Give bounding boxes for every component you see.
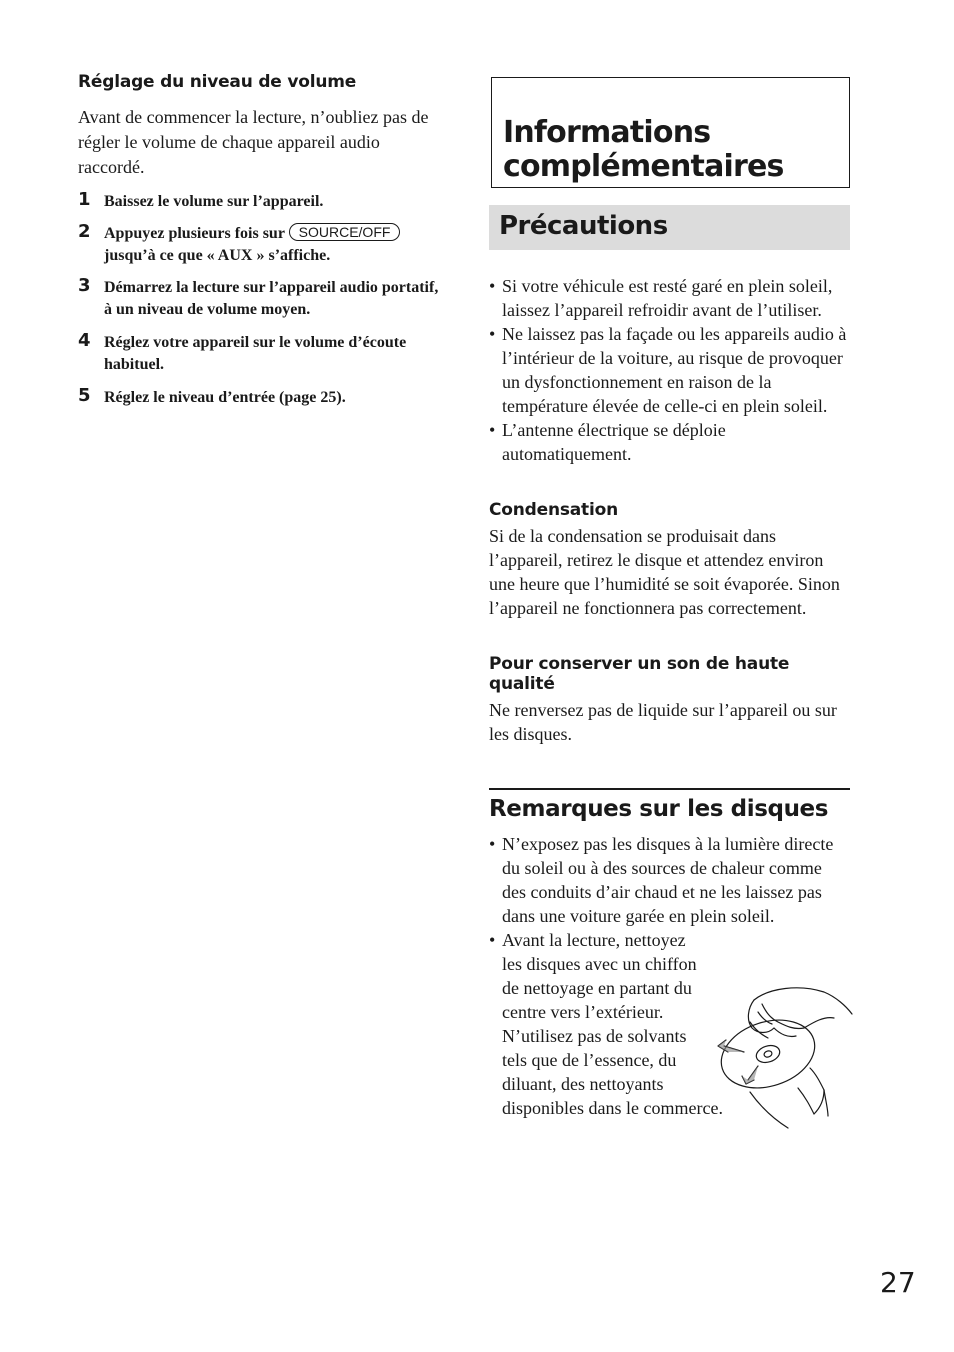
step-1	[78, 191, 440, 213]
step-text: Réglez le niveau d’entrée (page 25).	[104, 389, 346, 406]
step-number: 2	[78, 221, 91, 242]
step-text: Appuyez plusieurs fois sur	[104, 225, 289, 242]
volume-intro: Avant de commencer la lecture, n’oubliez pas de régler le volume de chaque appareil audio raccordé.	[78, 107, 429, 177]
list-item: • Ne laissez pas la façade ou les appareils audio à l’intérieur de la voiture, au risque de provoquer un dysfonctionnement en raison de la température élevée de celle-ci en plein soleil.	[489, 322, 850, 418]
section-title: Précautions	[499, 211, 668, 241]
step-5	[78, 387, 440, 409]
cleaning-line: diluant, des nettoyants	[502, 1074, 664, 1094]
cleaning-line: centre vers l’extérieur.	[502, 1002, 664, 1022]
list-item: • N’exposez pas les disques à la lumière directe du soleil ou à des sources de chaleur comme des conduits d’air chaud et ne les laissez pas dans une voiture garée en plein soleil.	[489, 832, 850, 928]
step-text: Réglez votre appareil sur le volume d’écoute habituel.	[104, 334, 407, 373]
cleaning-line: N’utilisez pas de solvants	[502, 1026, 687, 1046]
cleaning-line: de nettoyage en partant du	[502, 978, 692, 998]
step-text-after: jusqu’à ce que « AUX » s’affiche.	[104, 247, 331, 264]
cleaning-line: tels que de l’essence, du	[502, 1050, 677, 1070]
chapter-title: Informations complémentaires	[503, 115, 784, 184]
chapter-header	[491, 77, 850, 188]
step-text: Baissez le volume sur l’appareil.	[104, 193, 324, 210]
disc-cleaning-illustration-icon	[714, 982, 854, 1134]
condensation-heading: Condensation	[489, 500, 618, 520]
step-4	[78, 332, 440, 376]
volume-steps	[78, 191, 440, 409]
quality-heading: Pour conserver un son de haute qualité	[489, 654, 790, 694]
step-number: 1	[78, 189, 91, 210]
cleaning-line: disponibles dans le commerce.	[502, 1098, 723, 1118]
volume-heading: Réglage du niveau de volume	[78, 72, 357, 92]
step-number: 5	[78, 385, 91, 406]
left-column	[78, 72, 440, 409]
step-number: 4	[78, 330, 91, 351]
cleaning-line: les disques avec un chiffon	[502, 954, 697, 974]
step-2	[78, 223, 440, 267]
discs-heading-block	[489, 788, 850, 825]
list-item: • L’antenne électrique se déploie automatiquement.	[489, 418, 850, 466]
list-item: • Si votre véhicule est resté garé en plein soleil, laissez l’appareil refroidir avant de l’utiliser.	[489, 274, 850, 322]
source-off-key: SOURCE/OFF	[289, 223, 401, 241]
step-number: 3	[78, 275, 91, 296]
page-number: 27	[880, 1266, 916, 1299]
section-band	[489, 205, 850, 250]
step-text: Démarrez la lecture sur l’appareil audio portatif, à un niveau de volume moyen.	[104, 279, 439, 318]
condensation-text: Si de la condensation se produisait dans l’appareil, retirez le disque et attendez environ une heure que l’humidité se soit évaporée. Sinon l’appareil ne fonctionnera pas correctement.	[489, 526, 840, 618]
right-column	[489, 77, 850, 1120]
step-3	[78, 277, 440, 321]
cleaning-line: • Avant la lecture, nettoyez	[502, 930, 686, 950]
precautions-list	[489, 274, 850, 466]
discs-heading: Remarques sur les disques	[489, 796, 829, 822]
quality-text: Ne renversez pas de liquide sur l’appareil ou sur les disques.	[489, 700, 837, 744]
